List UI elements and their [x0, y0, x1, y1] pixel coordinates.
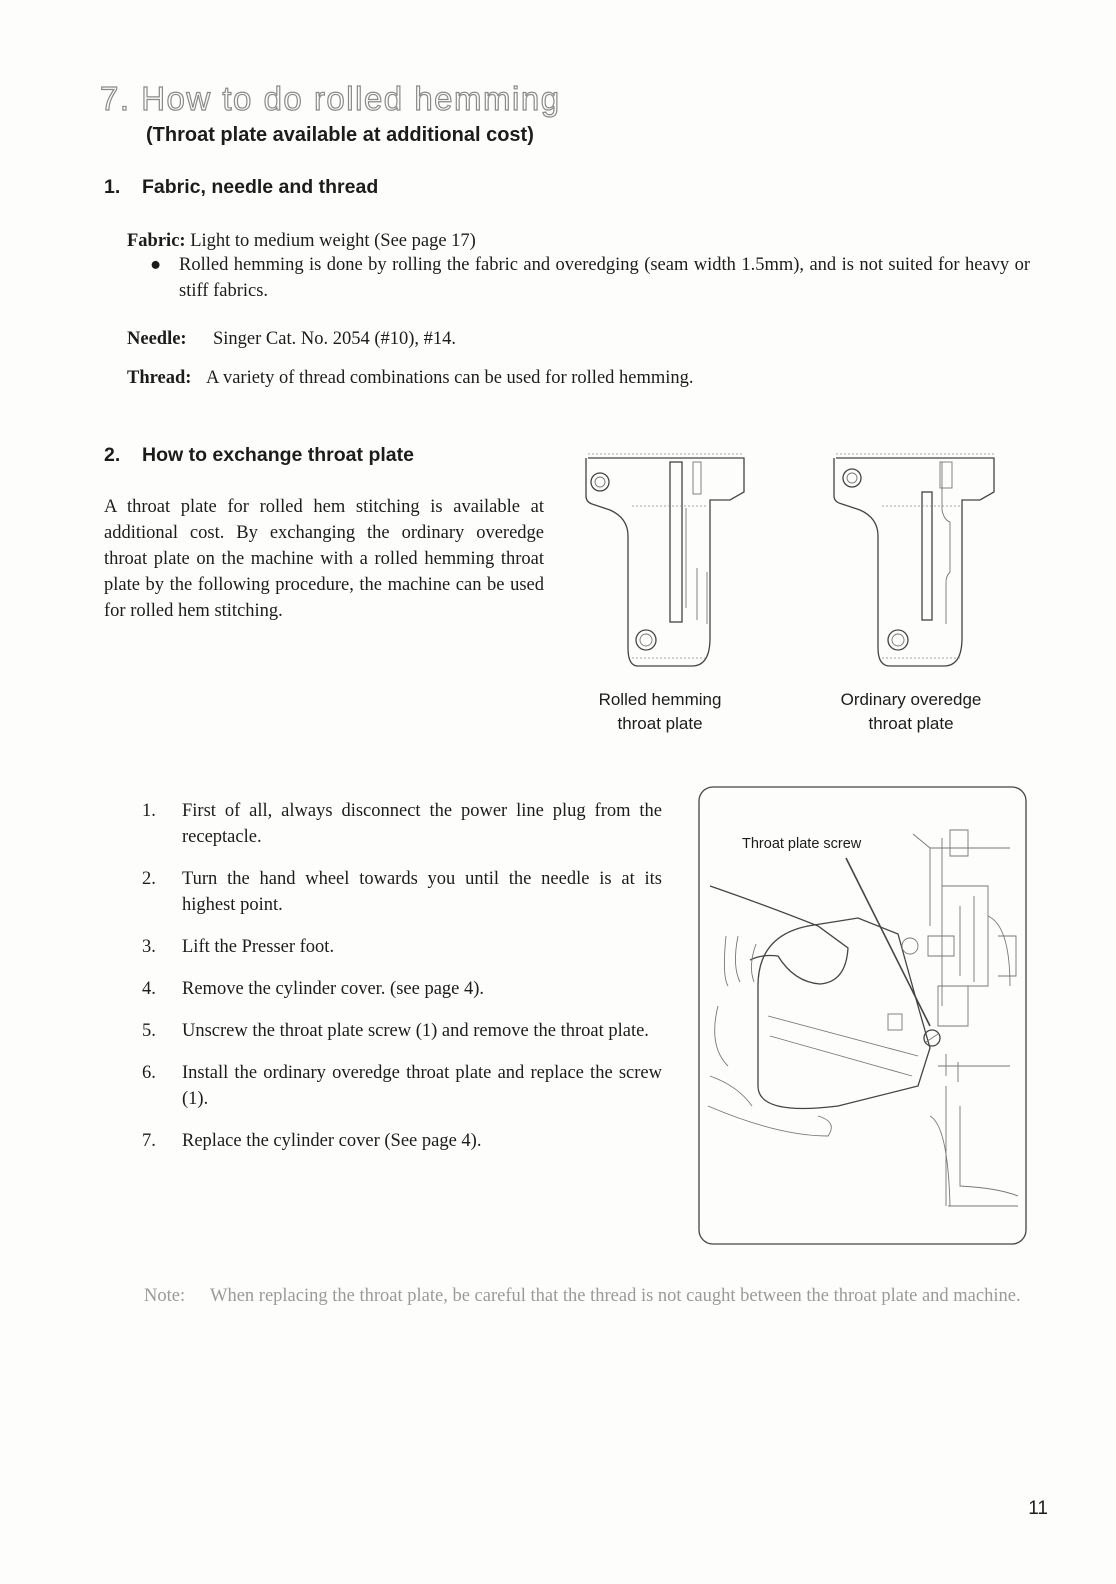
step-item: 1. First of all, always disconnect the power line plug from the receptacle.: [142, 801, 662, 847]
needle-row: [127, 326, 456, 352]
fabric-row: [127, 228, 476, 254]
fabric-bullet: [150, 252, 1030, 304]
plate-outline: [834, 458, 994, 666]
section-subtitle: (Throat plate available at additional cost): [146, 124, 534, 146]
part2-heading-text: How to exchange throat plate: [142, 444, 414, 466]
ordinary-overedge-plate-drawing: [828, 448, 1000, 673]
needle-value: Singer Cat. No. 2054 (#10), #14.: [213, 329, 457, 349]
plate-outline: [586, 458, 744, 666]
note-text: When replacing the throat plate, be careful that the thread is not caught between the throat plate and machine.: [210, 1286, 1021, 1306]
fabric-value: Light to medium weight (See page 17): [190, 231, 476, 251]
bullet-icon: ●: [150, 255, 162, 275]
section-title: 7. How to do rolled hemming: [100, 80, 561, 117]
part1-heading: [104, 176, 378, 199]
part1-number: 1.: [104, 176, 121, 198]
screw-hole-icon: [888, 630, 908, 650]
needle-slot: [670, 462, 682, 622]
step-item: 3. Lift the Presser foot.: [142, 937, 335, 957]
cylinder-cover: [758, 918, 930, 1109]
part2-number: 2.: [104, 444, 121, 466]
thread-row: [127, 365, 694, 391]
page-number: 11: [1028, 1498, 1048, 1519]
part2-paragraph: A throat plate for rolled hem stitching is available at additional cost. By exchanging the ordinary overedge throat plate on the machine with a rolled hemming throat plate by the following procedure, the machine can be used for rolled hem stitching.: [104, 497, 544, 621]
illustration-frame: [699, 787, 1026, 1244]
step-item: 2. Turn the hand wheel towards you until the needle is at its highest point.: [142, 869, 662, 915]
screw-hole-icon: [591, 473, 609, 491]
screw-hole-icon: [636, 630, 656, 650]
needle-slot: [922, 492, 932, 620]
procedure-steps: [142, 798, 662, 1170]
bullet-text: Rolled hemming is done by rolling the fabric and overedging (seam width 1.5mm), and is not suited for heavy or stiff fabrics.: [179, 255, 1030, 301]
part2-heading: [104, 444, 414, 467]
note-label: Note:: [144, 1286, 186, 1306]
rolled-hemming-caption: Rolled hemming throat plate: [598, 690, 722, 733]
thread-label: Thread:: [127, 368, 192, 388]
step-item: 5. Unscrew the throat plate screw (1) and remove the throat plate.: [142, 1021, 649, 1041]
screw-hole-icon: [843, 469, 861, 487]
needle-label: Needle:: [127, 329, 187, 349]
fabric-label: Fabric:: [127, 231, 186, 251]
step-item: 7. Replace the cylinder cover (See page 4).: [142, 1131, 482, 1151]
part1-heading-text: Fabric, needle and thread: [142, 176, 379, 198]
throat-plate-screw-illustration: [698, 786, 1028, 1246]
step-item: 6. Install the ordinary overedge throat plate and replace the screw (1).: [142, 1063, 662, 1109]
hand-outline: [710, 886, 848, 984]
step-item: 4. Remove the cylinder cover. (see page 4).: [142, 979, 485, 999]
note: [144, 1282, 1024, 1310]
ordinary-overedge-caption: Ordinary overedge throat plate: [840, 690, 982, 733]
rolled-hemming-plate-drawing: [580, 448, 750, 673]
throat-plate-screw-label: Throat plate screw: [742, 836, 862, 852]
thread-value: A variety of thread combinations can be used for rolled hemming.: [206, 368, 694, 388]
